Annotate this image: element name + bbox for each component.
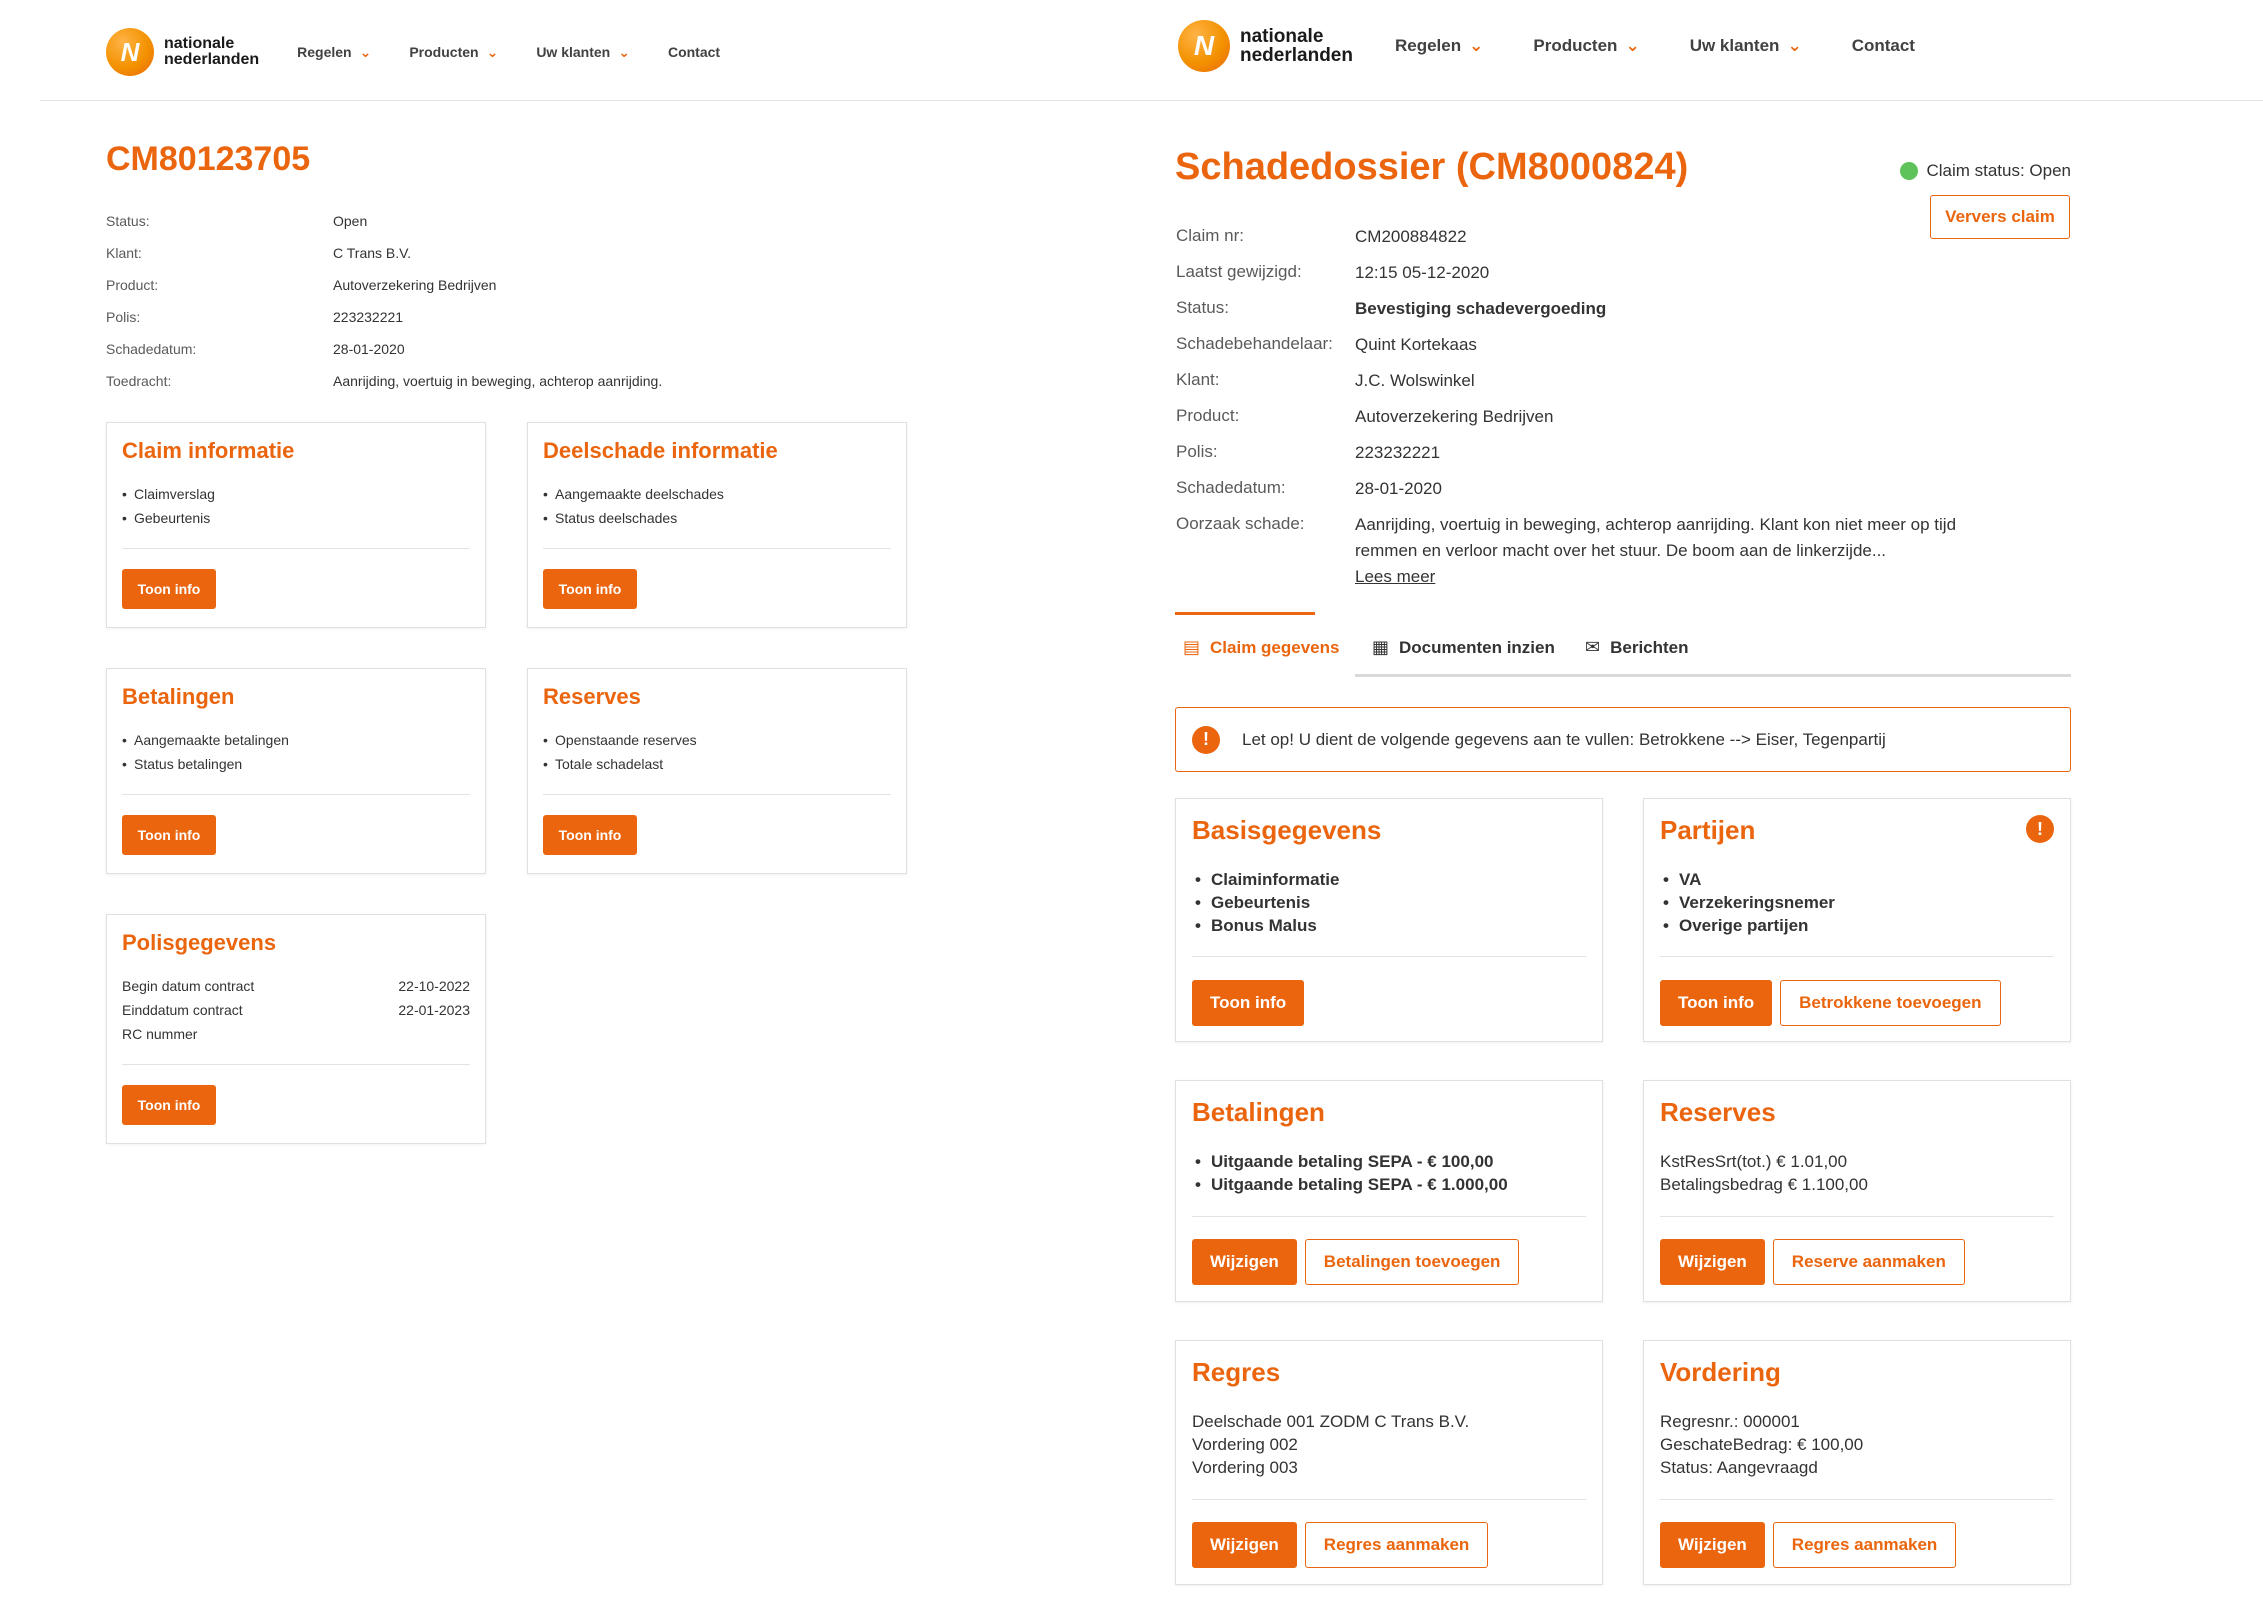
detail-value: Autoverzekering Bedrijven [333, 277, 497, 293]
divider [122, 1064, 470, 1065]
detail-row [106, 373, 806, 405]
detail-value: 28-01-2020 [1355, 479, 1442, 498]
card-actions [1660, 1522, 1956, 1568]
detail-label: Status: [106, 213, 150, 229]
vordering-line: GeschateBedrag: € 100,00 [1660, 1435, 1864, 1454]
polis-value: 22-10-2022 [398, 978, 470, 994]
logo-text [164, 36, 259, 68]
header-divider [40, 100, 2263, 101]
toon-info-button[interactable]: Toon info [122, 815, 216, 855]
main-nav [1395, 36, 1965, 56]
divider [122, 548, 470, 549]
nav-label: Contact [667, 44, 721, 60]
claim-details [1176, 224, 2076, 590]
polis-value: 22-01-2023 [398, 1002, 470, 1018]
chevron-down-icon: ⌄ [1625, 36, 1640, 55]
wijzigen-button[interactable]: Wijzigen [1660, 1522, 1765, 1568]
detail-label: Oorzaak schade: [1176, 514, 1305, 533]
card-title: Regres [1192, 1357, 1281, 1387]
card-title: Reserves [1660, 1097, 1776, 1127]
logo-text [1240, 27, 1353, 65]
divider [1192, 1216, 1586, 1217]
detail-label: Status: [1176, 298, 1229, 317]
nav-item-contact[interactable] [668, 44, 720, 60]
list-item: • Openstaande reserves [543, 728, 891, 752]
tab-label: Berichten [1610, 637, 1689, 657]
detail-row [1176, 476, 2076, 512]
claim-details [106, 213, 806, 405]
card-list [1660, 868, 2054, 937]
detail-value: CM200884822 [1355, 227, 1467, 246]
right-header [1178, 20, 1965, 72]
document-list-icon: ▤ [1183, 637, 1201, 657]
detail-label: Toedracht: [106, 373, 172, 389]
detail-value: 28-01-2020 [333, 341, 405, 357]
detail-row [1176, 368, 2076, 404]
reserves-card [1643, 1080, 2071, 1302]
main-nav [297, 44, 758, 61]
nav-label: Contact [1851, 36, 1915, 55]
card-title: Betalingen [122, 684, 235, 709]
card-title: Reserves [543, 684, 641, 709]
basisgegevens-card [1175, 798, 1603, 1042]
card-title: Basisgegevens [1192, 815, 1382, 845]
tab-label: Claim gegevens [1210, 637, 1340, 657]
detail-row [1176, 260, 2076, 296]
vordering-line: Regresnr.: 000001 [1660, 1412, 1800, 1431]
detail-value: 12:15 05-12-2020 [1355, 263, 1490, 282]
regres-aanmaken-button[interactable]: Regres aanmaken [1773, 1522, 1957, 1568]
toon-info-button[interactable]: Toon info [1192, 980, 1304, 1026]
polis-label: Einddatum contract [122, 1002, 243, 1018]
tab-documenten-inzien[interactable] [1372, 637, 1555, 658]
detail-value: Autoverzekering Bedrijven [1355, 407, 1554, 426]
logo-line1: nationale [164, 35, 235, 52]
betalingen-card [106, 668, 486, 874]
detail-label: Schadebehandelaar: [1176, 334, 1333, 353]
lees-meer-link[interactable]: Lees meer [1355, 567, 1436, 586]
polis-row [122, 1022, 470, 1046]
nav-item-uw-klanten[interactable] [1690, 36, 1802, 56]
detail-label: Schadedatum: [1176, 478, 1286, 497]
wijzigen-button[interactable]: Wijzigen [1192, 1239, 1297, 1285]
polis-label: Begin datum contract [122, 978, 255, 994]
detail-label: Klant: [1176, 370, 1220, 389]
deelschade-info-card [527, 422, 907, 628]
betalingen-toevoegen-button[interactable]: Betalingen toevoegen [1305, 1239, 1520, 1285]
nav-item-regelen[interactable] [1395, 36, 1483, 56]
divider [543, 548, 891, 549]
toon-info-button[interactable]: Toon info [543, 569, 637, 609]
card-title: Betalingen [1192, 1097, 1325, 1127]
chevron-down-icon: ⌄ [1787, 36, 1802, 55]
detail-row [1176, 404, 2076, 440]
list-item: • Uitgaande betaling SEPA - € 1.000,00 [1192, 1173, 1586, 1196]
list-item: • Status betalingen [122, 752, 470, 776]
envelope-icon: ✉ [1585, 637, 1601, 657]
detail-value: Open [333, 213, 368, 229]
divider [543, 794, 891, 795]
list-item: • Claimverslag [122, 482, 470, 506]
detail-row [1176, 512, 2076, 590]
polis-row [122, 974, 470, 998]
oorzaak-text: Aanrijding, voertuig in beweging, achterop aanrijding. Klant kon niet meer op tijd remmen en verloor macht over het stuur. De boom aan de linkerzijde... [1355, 515, 1957, 560]
list-item: • Gebeurtenis [1192, 891, 1586, 914]
detail-value: J.C. Wolswinkel [1355, 371, 1475, 390]
detail-row [106, 309, 806, 341]
card-list [1192, 868, 1586, 937]
list-item: • VA [1660, 868, 2054, 891]
detail-row [1176, 224, 2076, 260]
tab-underline [1355, 674, 2071, 677]
tab-berichten[interactable] [1585, 637, 1689, 658]
vordering-card [1643, 1340, 2071, 1585]
card-list [122, 728, 470, 776]
exclamation-icon: ! [1192, 726, 1220, 754]
detail-label: Polis: [1176, 442, 1218, 461]
detail-row [106, 277, 806, 309]
detail-value [1355, 512, 1975, 590]
regres-card [1175, 1340, 1603, 1585]
documents-icon: ▦ [1372, 637, 1390, 657]
vordering-line: Status: Aangevraagd [1660, 1458, 1818, 1477]
detail-label: Polis: [106, 309, 141, 325]
partijen-card [1643, 798, 2071, 1042]
detail-row [1176, 440, 2076, 476]
tab-bar [1175, 612, 2071, 677]
wijzigen-button[interactable]: Wijzigen [1660, 1239, 1765, 1285]
left-header [106, 28, 758, 76]
nav-item-uw-klanten[interactable] [536, 44, 630, 61]
chevron-down-icon: ⌄ [486, 43, 499, 60]
nav-label: Regelen [1394, 36, 1462, 55]
card-list [1192, 1150, 1586, 1196]
divider [1660, 956, 2054, 957]
detail-label: Product: [1176, 406, 1240, 425]
wijzigen-button[interactable]: Wijzigen [1192, 1522, 1297, 1568]
toon-info-button[interactable]: Toon info [1660, 980, 1772, 1026]
regres-line: Vordering 003 [1192, 1458, 1298, 1477]
nav-item-regelen[interactable] [297, 44, 371, 61]
chevron-down-icon: ⌄ [1469, 36, 1484, 55]
tab-active-indicator [1175, 612, 1315, 615]
nn-logo-icon[interactable]: N [1178, 20, 1230, 72]
claim-status [1900, 161, 2071, 181]
detail-row [106, 245, 806, 277]
divider [1660, 1216, 2054, 1217]
tab-claim-gegevens[interactable] [1183, 637, 1339, 658]
nav-item-contact[interactable] [1852, 36, 1915, 56]
card-actions [1660, 1239, 1965, 1285]
logo-line2: nederlanden [164, 51, 260, 68]
list-item: • Aangemaakte deelschades [543, 482, 891, 506]
detail-row [1176, 332, 2076, 368]
regres-aanmaken-button[interactable]: Regres aanmaken [1305, 1522, 1489, 1568]
nav-item-producten[interactable] [409, 44, 498, 61]
detail-value: Quint Kortekaas [1355, 335, 1477, 354]
card-actions [1660, 980, 2001, 1026]
chevron-down-icon: ⌄ [618, 43, 630, 60]
nav-item-producten[interactable] [1533, 36, 1639, 56]
logo-line2: nederlanden [1240, 45, 1353, 66]
nav-label: Uw klanten [536, 44, 611, 60]
list-item: • Claiminformatie [1192, 868, 1586, 891]
claim-status-text: Claim status: Open [1926, 161, 2071, 180]
nav-label: Uw klanten [1689, 36, 1780, 55]
divider [1192, 956, 1586, 957]
detail-label: Schadedatum: [106, 341, 197, 357]
card-title: Polisgegevens [122, 930, 277, 955]
card-title: Deelschade informatie [543, 438, 778, 463]
detail-value: C Trans B.V. [333, 245, 412, 261]
page-title: CM80123705 [106, 140, 311, 178]
list-item: • Gebeurtenis [122, 506, 470, 530]
card-actions [1192, 980, 1312, 1026]
divider [1660, 1499, 2054, 1500]
detail-row [106, 341, 806, 373]
toon-info-button[interactable]: Toon info [122, 569, 216, 609]
nav-label: Producten [409, 44, 479, 60]
exclamation-icon: ! [2026, 815, 2054, 843]
divider [1192, 1499, 1586, 1500]
chevron-down-icon: ⌄ [359, 43, 372, 60]
reserve-line: Betalingsbedrag € 1.100,00 [1660, 1175, 1868, 1194]
alert-text: Let op! U dient de volgende gegevens aan te vullen: Betrokkene --> Eiser, Tegenpartij [1242, 729, 1886, 749]
tab-label: Documenten inzien [1399, 637, 1555, 657]
list-item: • Status deelschades [543, 506, 891, 530]
status-dot-icon [1900, 162, 1918, 180]
betalingen-card [1175, 1080, 1603, 1302]
divider [122, 794, 470, 795]
list-item: • Totale schadelast [543, 752, 891, 776]
detail-row [1176, 296, 2076, 332]
betrokkene-toevoegen-button[interactable]: Betrokkene toevoegen [1780, 980, 2000, 1026]
card-title: Claim informatie [122, 438, 295, 463]
reserve-line: KstResSrt(tot.) € 1.01,00 [1660, 1152, 1848, 1171]
detail-value: 223232221 [1355, 443, 1441, 462]
card-list [543, 482, 891, 530]
detail-value: 223232221 [333, 309, 404, 325]
regres-line: Deelschade 001 ZODM C Trans B.V. [1192, 1412, 1470, 1431]
logo-line1: nationale [1240, 26, 1324, 47]
detail-label: Claim nr: [1176, 226, 1245, 245]
ververs-claim-button[interactable]: Ververs claim [1930, 195, 2070, 239]
card-list [122, 482, 470, 530]
card-title: Vordering [1660, 1357, 1781, 1387]
card-actions [1192, 1522, 1488, 1568]
list-item: • Aangemaakte betalingen [122, 728, 470, 752]
toon-info-button[interactable]: Toon info [543, 815, 637, 855]
list-item: • Bonus Malus [1192, 914, 1586, 937]
nav-label: Regelen [297, 44, 352, 60]
regres-line: Vordering 002 [1192, 1435, 1298, 1454]
reserves-card [527, 668, 907, 874]
card-list [543, 728, 891, 776]
claim-info-card [106, 422, 486, 628]
warning-alert [1175, 707, 2071, 772]
nav-label: Producten [1533, 36, 1618, 55]
polis-row [122, 998, 470, 1022]
reserve-aanmaken-button[interactable]: Reserve aanmaken [1773, 1239, 1965, 1285]
toon-info-button[interactable]: Toon info [122, 1085, 216, 1125]
card-actions [1192, 1239, 1519, 1285]
polisgegevens-card [106, 914, 486, 1144]
detail-value: Aanrijding, voertuig in beweging, achterop aanrijding. [333, 373, 663, 389]
detail-label: Klant: [106, 245, 142, 261]
list-item: • Verzekeringsnemer [1660, 891, 2054, 914]
card-title: Partijen [1660, 815, 1756, 845]
detail-label: Laatst gewijzigd: [1176, 262, 1302, 281]
detail-row [106, 213, 806, 245]
detail-label: Product: [106, 277, 159, 293]
polis-label: RC nummer [122, 1026, 198, 1042]
nn-logo-icon[interactable]: N [106, 28, 154, 76]
page-title: Schadedossier (CM8000824) [1175, 146, 1689, 188]
detail-value: Bevestiging schadevergoeding [1355, 299, 1607, 318]
list-item: • Overige partijen [1660, 914, 2054, 937]
list-item: • Uitgaande betaling SEPA - € 100,00 [1192, 1150, 1586, 1173]
